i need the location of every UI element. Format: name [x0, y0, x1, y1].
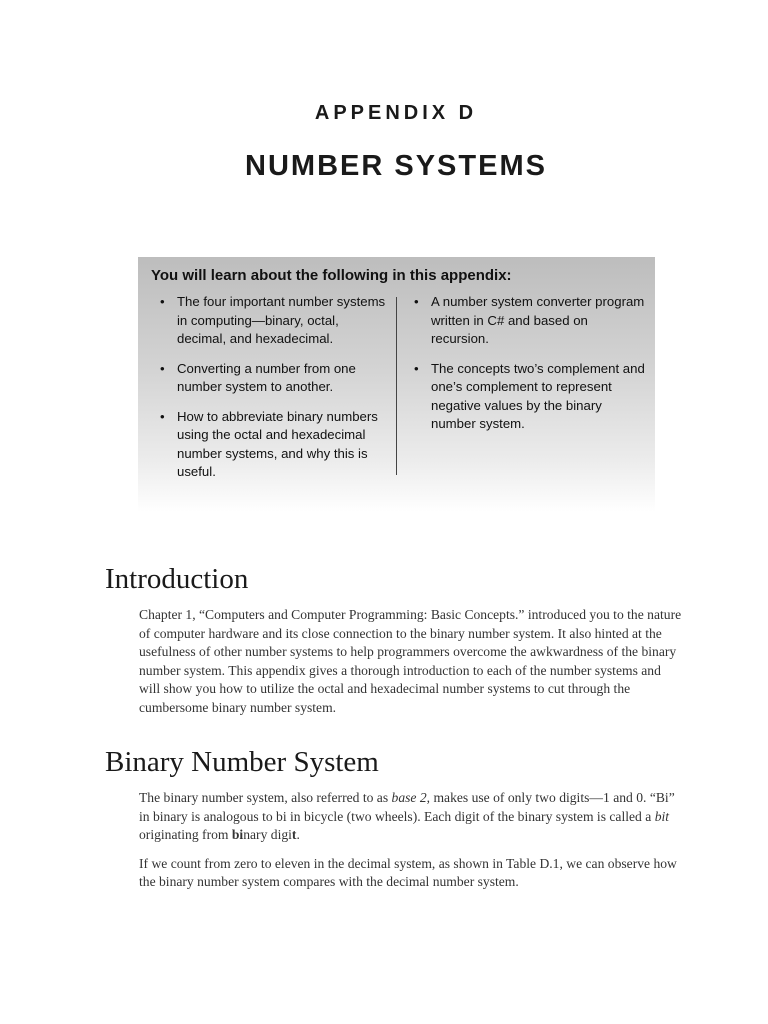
learning-objectives-heading: You will learn about the following in this appendix:	[151, 267, 512, 284]
binary-paragraph-2: If we count from zero to eleven in the decimal system, as shown in Table D.1, we can observe how the binary number system compares with the decimal number system.	[139, 855, 677, 890]
objective-item	[160, 408, 390, 482]
italic-term: bit	[654, 808, 670, 824]
bold-term: t	[291, 827, 297, 843]
objective-text: Converting a number from one number system to another.	[177, 360, 356, 394]
appendix-label: APPENDIX D	[314, 102, 478, 124]
objective-item	[414, 360, 646, 434]
objective-item	[160, 293, 390, 349]
objective-item	[160, 360, 390, 397]
bullet-icon: •	[160, 360, 165, 376]
objective-text: A number system converter program written in C# and based on recursion.	[431, 294, 645, 346]
text-run: originating from	[139, 827, 232, 843]
objectives-right-column	[414, 293, 646, 445]
objectives-left-column	[160, 293, 390, 493]
text-run: nary digi	[243, 827, 292, 843]
bullet-icon: •	[414, 294, 419, 309]
bullet-icon: •	[414, 360, 419, 376]
objective-item	[414, 293, 646, 349]
binary-number-system-heading: Binary Number System	[105, 746, 379, 778]
text-run: .	[296, 827, 300, 843]
italic-term: base 2	[391, 790, 427, 805]
column-divider	[396, 297, 397, 475]
objective-text: The four important number systems in computing—binary, octal, decimal, and hexadecimal.	[177, 294, 386, 346]
introduction-body	[139, 606, 684, 728]
introduction-paragraph: Chapter 1, “Computers and Computer Programming: Basic Concepts.” introduced you to the nature of computer hardware and its close connection to the binary number system. It also hinted at the usefulness of other number systems to help programmers overcome the awkwardness of the binary number system. This appendix gives a thorough introduction to each of the number systems and will show you how to utilize the octal and hexadecimal number systems to cut through the cumbersome binary number system.	[139, 607, 682, 715]
bullet-icon: •	[160, 294, 165, 309]
introduction-heading: Introduction	[105, 563, 249, 595]
learning-objectives-box	[138, 257, 655, 512]
binary-paragraph-1	[139, 789, 684, 845]
objective-text: The concepts two’s complement and one’s complement to represent negative values by the binary number system.	[431, 360, 645, 431]
bold-term: bi	[231, 827, 244, 843]
binary-number-system-body	[139, 789, 684, 902]
text-run: , makes use of only two digits—1 and 0. “Bi” in binary is analogous to bi in bicycle (two wheels). Each digit of the binary system is called a	[139, 790, 675, 824]
text-run: The binary number system, also referred to as	[139, 790, 392, 805]
bullet-icon: •	[160, 408, 165, 424]
page-title: NUMBER SYSTEMS	[245, 150, 547, 182]
objective-text: How to abbreviate binary numbers using the octal and hexadecimal number systems, and why this is useful.	[177, 408, 378, 479]
